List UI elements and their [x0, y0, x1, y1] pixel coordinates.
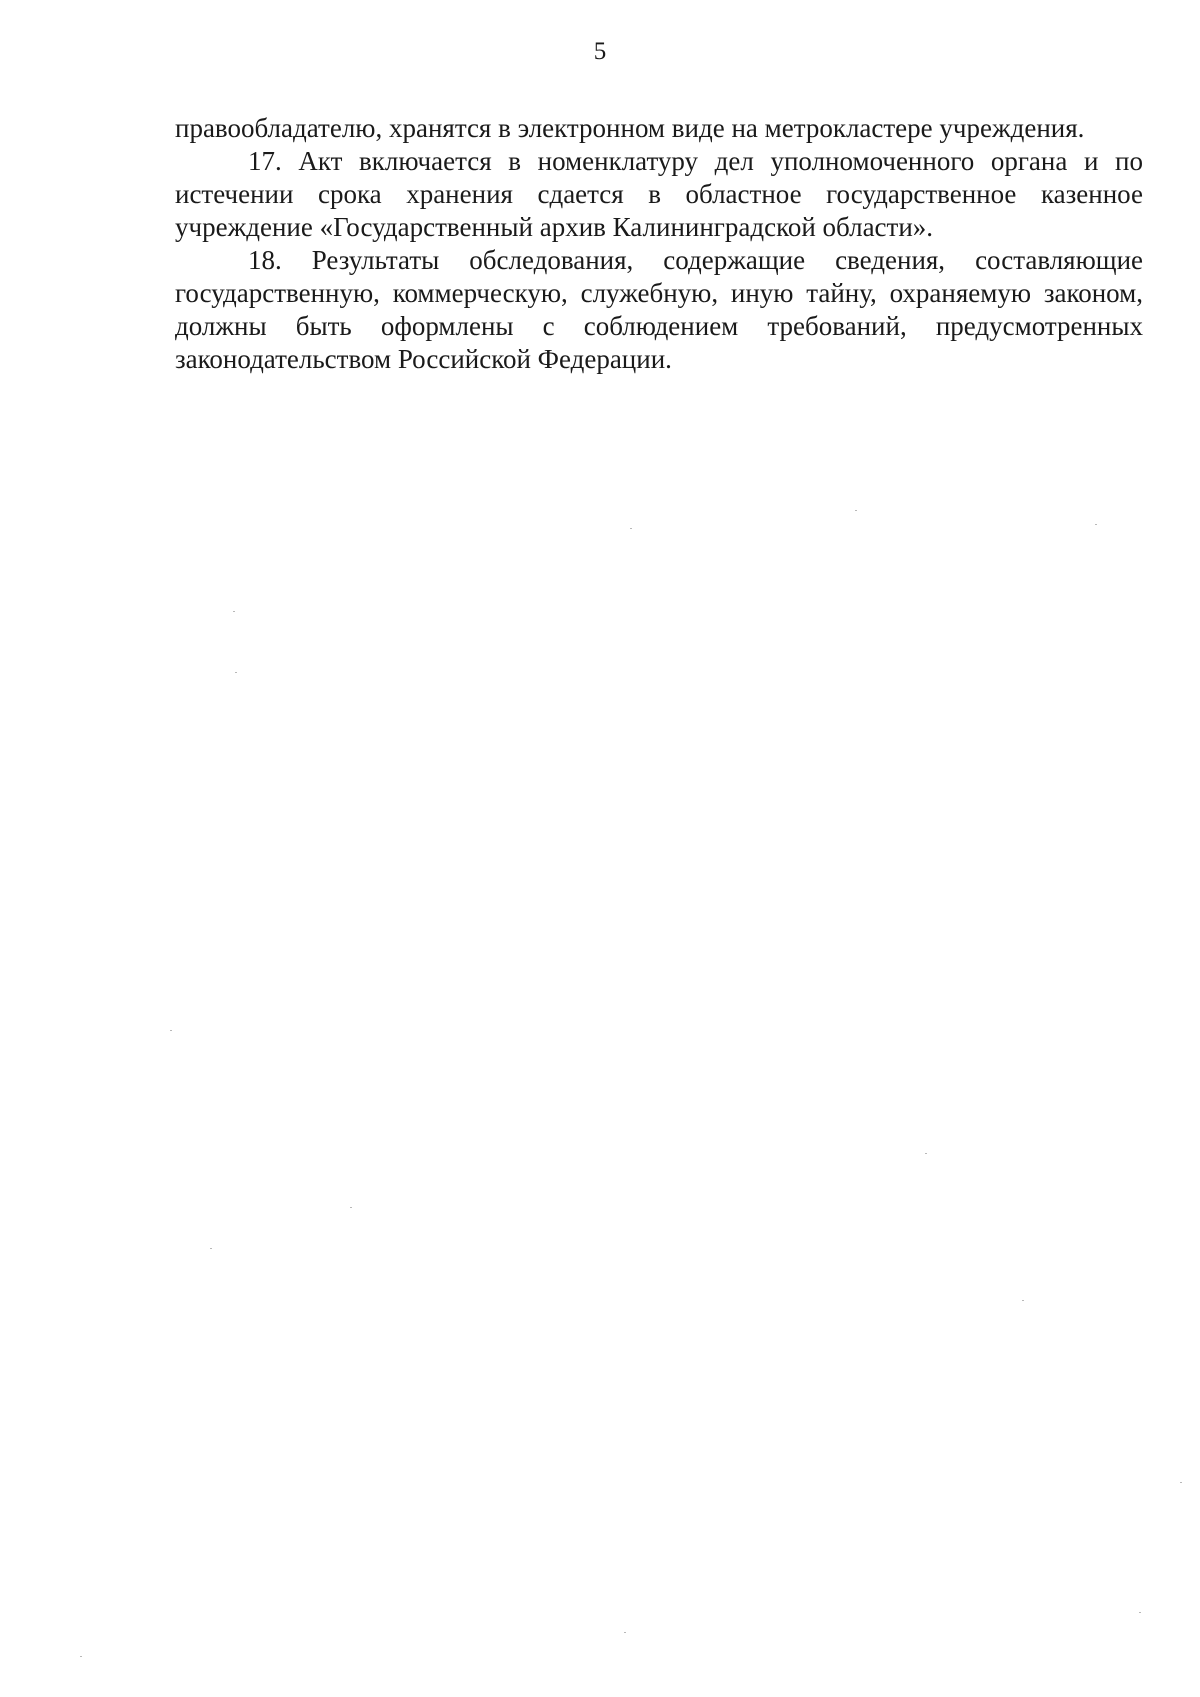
scan-speck: [210, 1248, 212, 1249]
scan-speck: [925, 1153, 927, 1154]
scan-speck: [80, 1656, 82, 1657]
scan-speck: [1095, 524, 1097, 525]
scan-speck: [170, 1030, 172, 1031]
document-body: [175, 112, 1143, 376]
scan-speck: [1022, 1300, 1024, 1301]
scan-speck: [350, 1207, 352, 1208]
scan-speck: [233, 611, 235, 612]
scan-speck: [235, 672, 237, 673]
paragraph-continuation: правообладателю, хранятся в электронном виде на метрокластере учреждения.: [175, 113, 1085, 143]
scan-speck: [1139, 1612, 1141, 1613]
scan-speck: [630, 528, 632, 529]
paragraph-17: 17. Акт включается в номенклатуру дел уполномоченного органа и по истечении срока хранения сдается в областное государственное казенное учреждение «Государственный архив Калининградской области».: [175, 146, 1143, 242]
scan-speck: [1180, 1482, 1182, 1483]
scan-speck: [624, 1632, 626, 1633]
scan-speck: [855, 510, 857, 511]
page-number: 5: [593, 38, 607, 65]
paragraph-18: 18. Результаты обследования, содержащие сведения, составляющие государственную, коммерческую, служебную, иную тайну, охраняемую законом, должны быть оформлены с соблюдением требований, предусмотренных законодательством Российской Федерации.: [175, 245, 1143, 374]
